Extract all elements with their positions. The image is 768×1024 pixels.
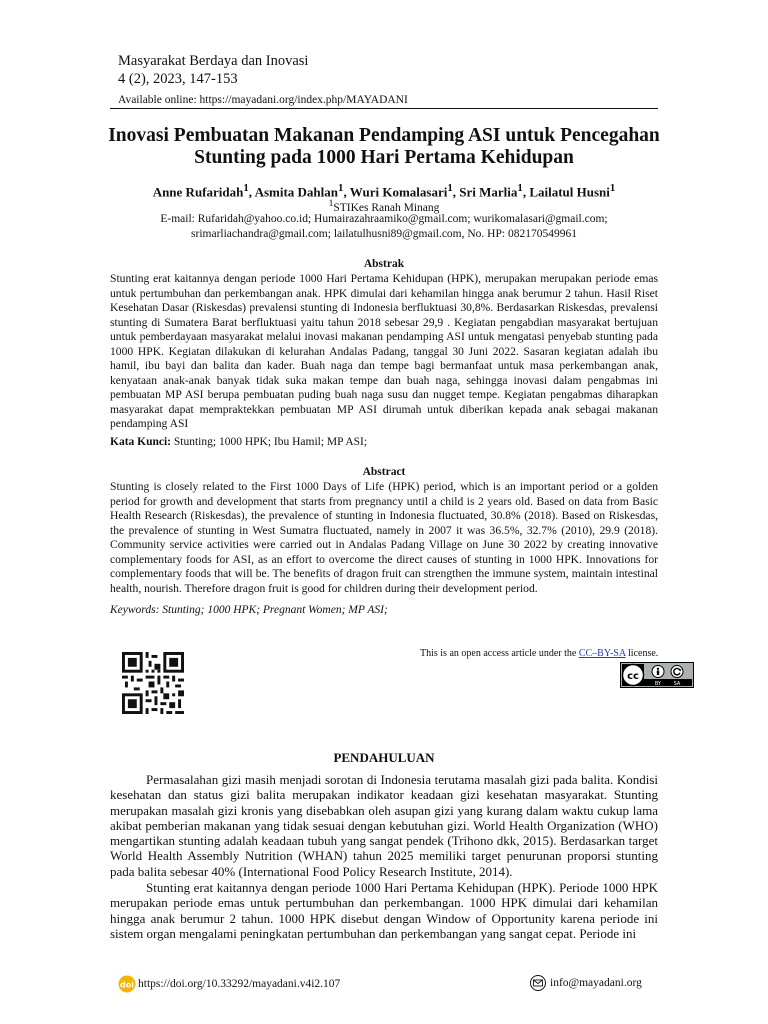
pendahuluan-paragraph-1: Permasalahan gizi masih menjadi sorotan di Indonesia terutama masalah gizi pada balita. Kondisi kesehatan dan status gizi balita merupakan indikator keadaan gizi kesehatan masyarakat. Stunting merupakan masalah gizi kronis yang disebabkan oleh asupan gizi yang kurang dalam waktu cukup lama akibat pemberian makanan yang tidak sesuai dengan kebutuhan gizi. World Health Organization (WHO) mengartikan stunting adalah keadaan tubuh yang sangat pendek (Trihono dkk, 2015). Berdasarkan target World Health Assembly Nutrition (WHAN) tahun 2025 memiliki target penurunan proporsi stunting pada balita sebesar 40% (International Food Policy Research Institute, 2014). xyxy=(110,772,658,879)
author-emails-line2: srimarliachandra@gmail.com; lailatulhusni89@gmail.com, No. HP: 082170549961 xyxy=(191,228,577,240)
svg-text:doi: doi xyxy=(120,980,134,990)
affiliation-sup: 1 xyxy=(328,198,334,209)
license-statement xyxy=(420,648,658,659)
license-suffix: license. xyxy=(625,648,659,659)
kata-kunci-values: Stunting; 1000 HPK; Ibu Hamil; MP ASI; xyxy=(173,436,368,448)
cc-by-sa-badge-icon[interactable] xyxy=(620,662,694,688)
header-rule xyxy=(110,108,658,109)
author-name: Sri Marlia xyxy=(459,184,518,200)
license-link[interactable]: CC–BY-SA xyxy=(578,648,626,659)
author-sup: 1 xyxy=(447,182,453,194)
abstract-body: Stunting is closely related to the First 1000 Days of Life (HPK) period, which is an important period or a golden period for growth and development that starts from pregnancy until a child is 2 years old. Based on data from Basic Health Research (Riskesdas), the prevalence of stunting in Indonesia fluctuated, 30.8% (2018). Based on Riskesdas, the prevalence of stunting in West Sumatra fluctuated, namely in 2007 it was 36.5%, 32.7% (2010), 29.9 (2018). Community service activities were carried out in Andalas Padang Village on June 30 2022 by creating innovative complementary foods for ASI, as an effort to overcome the direct causes of stunting in 1000 HPK. Innovations for complementary foods that will be. The benefits of dragon fruit can strengthen the immune system, maintain intestinal health, nourish. Therefore dragon fruit is good for children during their development period. xyxy=(110,480,658,595)
author-list: Anne Rufaridah$^1$, Asmita Dahlan$^1$, Wuri Komalasari$^1$, Sri Marlia$^1$, Lailatul Husni$^1$ xyxy=(152,182,616,200)
journal-header xyxy=(118,52,308,88)
author-sup: 1 xyxy=(517,182,523,194)
journal-name: Masyarakat Berdaya dan Inovasi xyxy=(118,53,309,69)
doi-link[interactable]: https://doi.org/10.33292/mayadani.v4i2.107 xyxy=(138,978,341,990)
abstract-heading: Abstract xyxy=(362,466,406,478)
title-line: Inovasi Pembuatan Makanan Pendamping ASI untuk Pencegahan xyxy=(108,125,660,146)
abstrak-heading: Abstrak xyxy=(363,258,405,270)
affiliation xyxy=(100,198,668,214)
badge-cc-text: cc xyxy=(627,671,639,683)
doi-icon xyxy=(118,975,136,993)
pendahuluan-paragraph-2: Stunting erat kaitannya dengan periode 1000 Hari Pertama Kehidupan (HPK). Periode 1000 HPK merupakan periode emas untuk pertumbuhan dan perkembangan. 1000 HPK dimulai dari kehamilan hingga anak berumur 2 tahun. 1000 HPK disebut dengan Window of Opportunity karena periode ini sistem organ mengalami peningkatan pertumbuhan dan perkembangan yang sangat cepat. Periode ini xyxy=(110,880,658,941)
pendahuluan-heading: PENDAHULUAN xyxy=(333,750,435,765)
badge-by-text: BY xyxy=(654,681,662,687)
email-link[interactable]: info@mayadani.org xyxy=(550,977,642,989)
author-name: Asmita Dahlan xyxy=(254,184,339,200)
author-name: Anne Rufaridah xyxy=(152,184,244,200)
footer-email xyxy=(530,975,642,991)
badge-sa-text: SA xyxy=(673,681,681,687)
kata-kunci-label: Kata Kunci: xyxy=(110,436,172,448)
article-title xyxy=(100,125,668,169)
keywords-values: Stunting; 1000 HPK; Pregnant Women; MP ASI; xyxy=(162,604,388,616)
available-online: Available online: https://mayadani.org/index.php/MAYADANI xyxy=(118,94,408,106)
title-line: Stunting pada 1000 Hari Pertama Kehidupan xyxy=(194,147,574,168)
keywords xyxy=(110,604,658,616)
volume-issue: 4 (2), 2023, 147-153 xyxy=(118,71,238,87)
author-name: Lailatul Husni xyxy=(529,184,610,200)
author-sup: 1 xyxy=(609,182,616,194)
author-sup: 1 xyxy=(243,182,249,194)
abstrak-body: Stunting erat kaitannya dengan periode 1000 Hari Pertama Kehidupan (HPK), merupakan merupakan periode emas untuk pertumbuhan dan perkembangan anak. HPK dimulai dari kehamilan hingga anak berumur 2 tahun. Hasil Riset Kesehatan Dasar (Riskesdas) prevalensi stunting di Indonesia berfluktuasi 30,8%. Berdasarkan Riskesdas, prevalensi stunting di Sumatera Barat berfluktuasi yaitu tahun 2018 sebesar 29,9 . Kegiatan pengabdian masyarakat bertujuan untuk pemberdayaan masyarakat melalui inovasi makanan pendamping ASI untuk mengatasi penyebab stunting pada 1000 HPK. Kegiatan dilakukan di kelurahan Andalas Padang, tanggal 30 Juni 2022. Sasaran kegiatan adalah ibu hamil, ibu bayi dan balita dan kader. Buah naga dan tempe bagi bermanfaat untuk masa perkembangan anak, kenyataan anak-anak banyak tidak suka makan tempe dan buah naga, sehingga inovasi dalam pengabmas ini pembuatan MP ASI berupa pembuatan puding buah naga susu dan nugget tempe. Kegiatan pengabmas diharapkan masyarakat dapat mempraktekkan pembuatan MP ASI dirumah untuk diberikan kepada anak sebagai makanan pendamping ASI xyxy=(110,272,658,430)
envelope-icon xyxy=(530,975,546,991)
license-prefix: This is an open access article under the xyxy=(420,648,579,659)
author-sup: 1 xyxy=(338,182,344,194)
keywords-label: Keywords: xyxy=(110,604,160,616)
affiliation-name: STIKes Ranah Minang xyxy=(333,201,440,214)
author-name: Wuri Komalasari xyxy=(349,184,448,200)
author-emails-line1: E-mail: Rufaridah@yahoo.co.id; Humairazahraamiko@gmail.com; wurikomalasari@gmail.com; xyxy=(160,213,608,225)
footer-doi xyxy=(118,975,340,993)
kata-kunci xyxy=(110,436,658,448)
qr-code-icon xyxy=(122,652,184,714)
